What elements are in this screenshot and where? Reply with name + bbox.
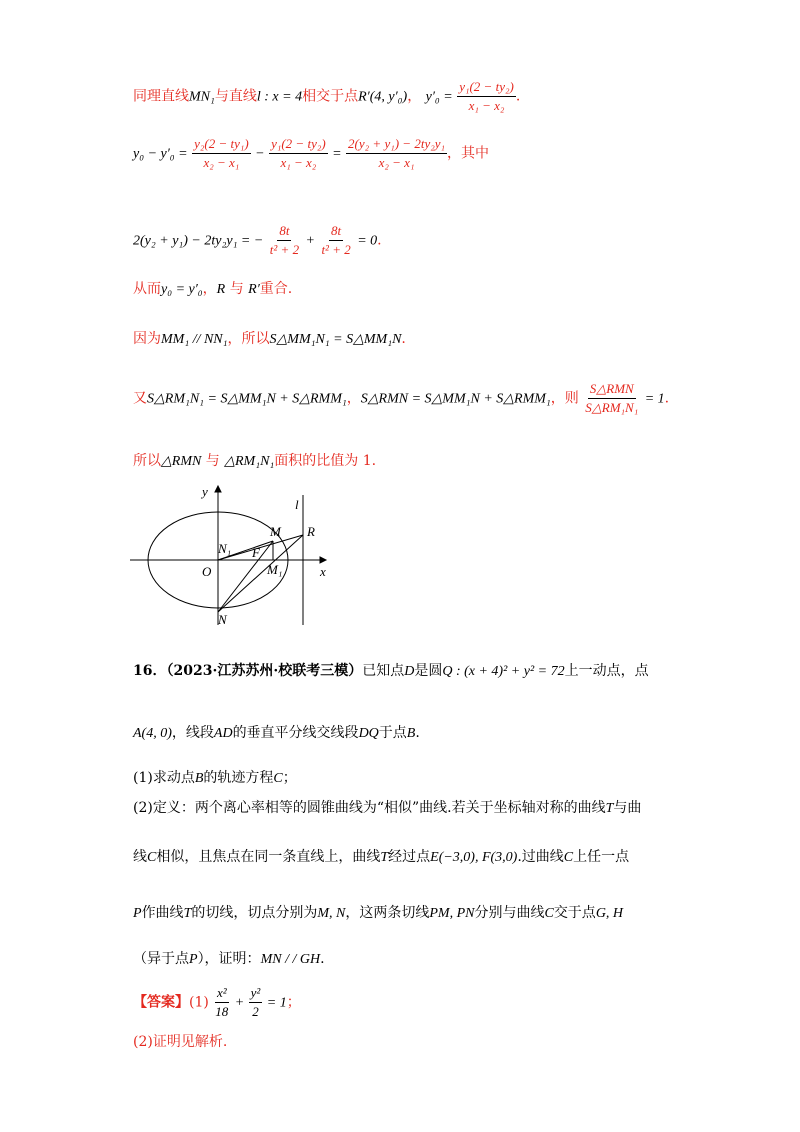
math-expression: = 0: [357, 233, 378, 249]
fraction: $\frac{\text{x²}}{18}$: [215, 985, 229, 1019]
text: ；: [286, 994, 301, 1011]
fraction: $\frac{\text{S△RMN}}{\text{S△RM₁N₁}}$: [585, 381, 639, 415]
text: (2)证明见解析.: [133, 1034, 228, 1050]
math-expression: Q : (x + 4)² + y² = 72: [442, 664, 565, 679]
text: 从而: [133, 281, 161, 297]
text: 分别与曲线: [474, 905, 545, 921]
text: 的垂直平分线交线段: [232, 725, 359, 741]
text: (1): [189, 994, 209, 1011]
label-O: O: [202, 564, 212, 579]
ellipse-figure: [130, 480, 350, 630]
math-expression: S△MM₁N₁ = S△MM₁N: [269, 332, 402, 347]
text: 相交于点: [302, 88, 359, 105]
label-y: y: [202, 484, 208, 499]
text: 与: [229, 281, 244, 297]
label-R: R: [307, 524, 315, 539]
math-expression: R′(4, y′₀): [358, 89, 408, 105]
fraction: $\frac{\text{y₂(2 − ty₁)}}{\text{x₂ − x₁}}$: [194, 136, 249, 170]
math-expression: T: [380, 850, 389, 865]
math-expression: △RMN: [161, 454, 202, 469]
solution-line-4: [133, 278, 292, 298]
math-expression: A(4, 0): [133, 726, 172, 741]
math-expression: AD: [213, 726, 233, 741]
text: ，: [202, 281, 217, 297]
math-expression: C: [147, 850, 157, 865]
text: 又: [133, 390, 147, 407]
q16-part-2-line-4: [133, 948, 325, 968]
text: ），证明：: [197, 951, 261, 967]
text: ，: [407, 88, 422, 105]
text: ；: [282, 770, 297, 786]
text: 已知点: [362, 663, 405, 679]
text: 的轨迹方程: [203, 770, 274, 786]
fraction: $\frac{\text{y₁(2 − ty₂)}}{\text{x₁ − x₂}}$: [459, 79, 514, 113]
answer-line-2: [133, 1031, 227, 1051]
solution-line-2: [133, 135, 489, 172]
q16-line-2: [133, 722, 420, 742]
q16-part-1: [133, 767, 297, 787]
question-number: 16．: [133, 663, 167, 679]
text: .: [515, 88, 521, 105]
math-expression: MN / / GH: [260, 952, 321, 967]
math-expression: R: [216, 282, 226, 297]
solution-line-6: [133, 380, 669, 417]
math-expression: C: [273, 771, 283, 786]
math-operator: +: [234, 995, 245, 1011]
text: 交于点: [553, 905, 596, 921]
fraction: $\frac{\text{2(y₂ + y₁) − 2ty₂y₁}}{\text{x₂ − x₁}}$: [348, 136, 446, 170]
text: 同理直线: [133, 88, 189, 105]
fraction: $\frac{8t}{\text{t² + 2}}$: [269, 223, 300, 257]
math-expression: B: [194, 771, 204, 786]
solution-line-1: [133, 78, 520, 115]
text: ，这两条切线: [345, 905, 430, 921]
text: 于点: [378, 725, 407, 741]
answer-line-1: [133, 984, 301, 1021]
solution-line-3: [133, 222, 382, 259]
q16-part-2-line-3: [133, 902, 623, 922]
label-x: x: [320, 564, 326, 579]
math-expression: MN₁: [189, 89, 215, 105]
text: .: [664, 390, 670, 407]
text: 作曲线: [141, 905, 184, 921]
fraction: $\frac{\text{y²}}{2}$: [250, 985, 261, 1019]
text: ，则: [550, 390, 579, 407]
text: 经过点: [388, 849, 431, 865]
math-expression: PM, PN: [429, 906, 475, 921]
text: .: [401, 331, 406, 347]
math-expression: P: [133, 906, 142, 921]
text: 与: [205, 453, 220, 469]
math-expression: = 1: [644, 391, 665, 407]
question-source: （2023·江苏苏州·校联考三模）: [166, 663, 363, 679]
label-l: l: [295, 497, 299, 512]
math-operator: +: [305, 233, 315, 249]
text: 线: [133, 849, 147, 865]
math-expression: l : x = 4: [256, 89, 303, 105]
text: (2)定义：两个离心率相等的圆锥曲线为“相似”曲线.若关于坐标轴对称的曲线: [133, 800, 606, 816]
text: 上一动点，点: [564, 663, 649, 679]
math-expression: S△RMN = S△MM₁N + S△RMM₁: [360, 391, 551, 407]
math-operator: =: [332, 146, 342, 162]
math-expression: 2(y₂ + y₁) − 2ty₂y₁ = −: [133, 233, 264, 249]
math-expression: = 1: [266, 995, 287, 1011]
math-expression: T: [605, 801, 614, 816]
text: .: [415, 725, 420, 741]
fraction: $\frac{8t}{\text{t² + 2}}$: [321, 223, 351, 257]
math-expression: y′₀ =: [425, 89, 453, 105]
math-expression: C: [563, 850, 574, 865]
math-operator: −: [255, 146, 265, 162]
text: 是圆: [414, 663, 443, 679]
math-expression: R′: [248, 282, 260, 297]
text: ，: [346, 390, 361, 407]
math-expression: y₀ − y′₀ =: [133, 146, 188, 162]
text: .: [377, 232, 382, 249]
math-expression: S△RM₁N₁ = S△MM₁N + S△RMM₁: [147, 391, 347, 407]
text: 的切线，切点分别为: [191, 905, 318, 921]
label-N1: N₁: [218, 541, 232, 556]
solution-line-7: [133, 450, 376, 470]
math-expression: P: [189, 952, 198, 967]
solution-line-5: [133, 328, 406, 348]
fraction: $\frac{\text{y₁(2 − ty₂)}}{\text{x₁ − x₂}}$: [271, 136, 326, 170]
text: 与直线: [214, 88, 257, 105]
math-expression: B: [406, 726, 416, 741]
q16-part-2-line-1: [133, 797, 641, 817]
label-F: F: [252, 545, 260, 560]
answer-tag: 【答案】: [133, 994, 189, 1011]
text: .: [320, 951, 325, 967]
math-expression: T: [183, 906, 192, 921]
math-expression: DQ: [358, 726, 379, 741]
math-expression: MM₁ // NN₁: [161, 332, 228, 347]
text: 相似，且焦点在同一条直线上，曲线: [156, 849, 381, 865]
text: 与曲: [613, 800, 642, 816]
math-expression: E(−3,0), F(3,0): [430, 850, 518, 865]
text: ，其中: [447, 145, 490, 162]
text: 因为: [133, 331, 161, 347]
math-expression: G, H: [595, 906, 624, 921]
text: 面积的比值为 1.: [274, 453, 377, 469]
math-expression: △RM₁N₁: [224, 454, 275, 469]
math-expression: y₀ = y′₀: [161, 282, 203, 297]
text: ，所以: [227, 331, 270, 347]
q16-part-2-line-2: [133, 846, 629, 866]
text: （异于点: [133, 951, 189, 967]
label-M1: M₁: [267, 562, 283, 577]
math-expression: C: [544, 906, 554, 921]
text: .过曲线: [517, 849, 564, 865]
text: 所以: [133, 453, 161, 469]
label-M: M: [270, 524, 281, 539]
text: 上任一点: [573, 849, 630, 865]
math-expression: M, N: [317, 906, 346, 921]
q16-line-1: [133, 660, 649, 680]
math-expression: D: [404, 664, 415, 679]
y-axis-arrow: [215, 486, 221, 492]
x-axis-arrow: [320, 557, 326, 563]
label-N: N: [218, 612, 227, 627]
text: 重合.: [259, 281, 293, 297]
text: ，线段: [171, 725, 214, 741]
text: (1)求动点: [133, 770, 195, 786]
